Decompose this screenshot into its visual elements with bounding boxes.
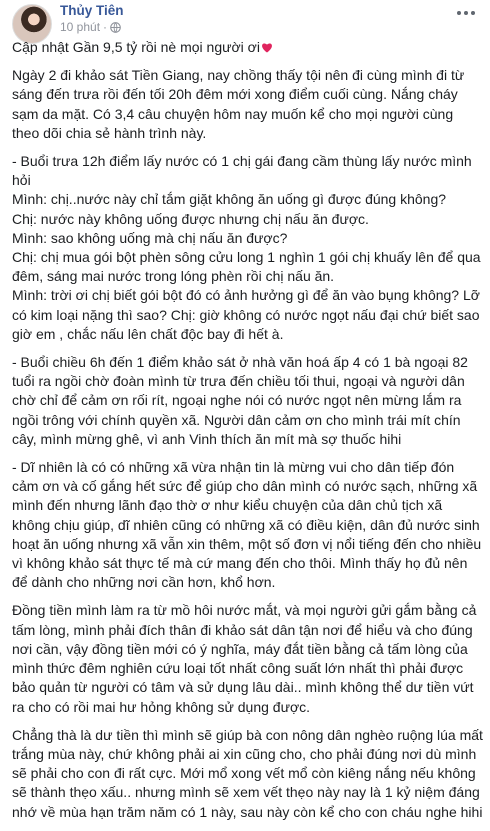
- globe-icon[interactable]: [110, 22, 121, 33]
- time-separator: ·: [103, 20, 108, 34]
- dot: [471, 11, 475, 15]
- post-title: Cập nhật Gần 9,5 tỷ rồi nè mọi người ơi: [12, 39, 260, 55]
- post-title-line: [12, 38, 484, 57]
- post-header: [0, 0, 490, 36]
- post-options-button[interactable]: [452, 6, 480, 20]
- paragraph-closing: Chẳng thà là dư tiền thì mình sẽ giúp bà con nông dân nghèo ruộng lúa mất trắng mùa này, chứ không phải ai xin cũng cho, cho phải đúng nơi dù mình sẽ phải cho con đi rất cực. Mới mổ xong vết mổ còn kiêng nắng nếu không sẽ thành thẹo xấu.. nhưng mình sẽ xem vết thẹo này nay là 1 kỷ niệm đáng nhớ về mùa hạn trăm năm có 1 này, sau này còn kể cho con cháu nghe hihi: [12, 726, 483, 820]
- dot: [457, 11, 461, 15]
- paragraph-noon-dialogue: - Buổi trưa 12h điểm lấy nước có 1 chị gái đang cầm thùng lấy nước mình hỏi Mình: chị..nước này chỉ tắm giặt không ăn uống gì được đúng không? Chị: nước này không uống được nhưng chị nấu ăn được. Mình: sao không uống mà chị nấu ăn được? Chị: chị mua gói bột phèn sông cửu long 1 nghìn 1 gói chị khuấy lên để qua đêm, sáng mai nước trong lóng phèn rồi chị nấu ăn. Mình: trời ơi chị biết gói bột đó có ảnh hưởng gì để ăn vào bụng không? Lỡ có kim loại nặng thì sao? Chị: giờ không có nước ngọt nấu đại chứ biết sao giờ em , chắc nấu lên chất độc bay đi hết à.: [12, 153, 481, 342]
- post-time[interactable]: 10 phút: [60, 20, 101, 34]
- heart-icon: [261, 42, 273, 53]
- paragraph-intro: Ngày 2 đi khảo sát Tiền Giang, nay chồng thấy tội nên đi cùng mình đi từ sáng đến trưa rồi đến tối 20h đêm mới xong điểm cuối cùng. Nắng cháy sạm da mặt. Có 3,4 câu chuyện hôm nay muốn kể cho mọi người cùng theo dõi chia sẻ hành trình này.: [12, 67, 465, 141]
- paragraph-communes: - Dĩ nhiên là có có những xã vừa nhận tin là mừng vui cho dân tiếp đón cảm ơn và cố gắng hết sức để giúp cho dân mình có nước sạch, những xã mình đến nhưng lãnh đạo thờ ơ như kiểu chuyện của dân chủ tịch xã không chịu giúp, dĩ nhiên cũng có những xã có điều kiện, dân đủ nước sinh hoạt ăn uống nhưng xã vẫn xin thêm, một số đơn vị nổi tiếng đến cho nhiều vì không khảo sát thực tế mà cứ mang đến cho thôi. Mình thấy họ đủ nên để dành cho những nơi cần hơn, khổ hơn.: [12, 459, 482, 591]
- paragraph-money: Đồng tiền mình làm ra từ mồ hôi nước mắt, và mọi người gửi gắm bằng cả tấm lòng, mình phải đích thân đi khảo sát dân tận nơi để hiểu và cho đúng nơi cần, vậy đồng tiền mới có ý nghĩa, máy đắt tiền bằng cả tấm lòng của mình thức đêm nghiên cứu loại tốt nhất công suất lớn nhất thì phải được bảo quản từ người có tâm và sử dụng lâu dài.. mình không thể dư tiền vứt ra cho có rồi mai hư hỏng không sử dụng được.: [12, 602, 477, 715]
- post-body: [12, 38, 484, 831]
- paragraph-afternoon: - Buổi chiều 6h đến 1 điểm khảo sát ở nhà văn hoá ấp 4 có 1 bà ngoại 82 tuổi ra ngồi chờ đoàn mình từ trưa đến chiều tối thui, ngoại và người dân chờ chỉ để cảm ơn rối rít, ngoại nghe nói có nước ngọt nên mừng lắm ra ngồi trông với chính quyền xã. Người dân cảm ơn cho mình trái mít chín cây, mình mừng ghê, vì anh Vinh thích ăn mít mà sợ thuốc hihi: [12, 354, 468, 447]
- author-name[interactable]: Thủy Tiên: [60, 3, 124, 18]
- dot: [464, 11, 468, 15]
- post-meta: [60, 20, 121, 34]
